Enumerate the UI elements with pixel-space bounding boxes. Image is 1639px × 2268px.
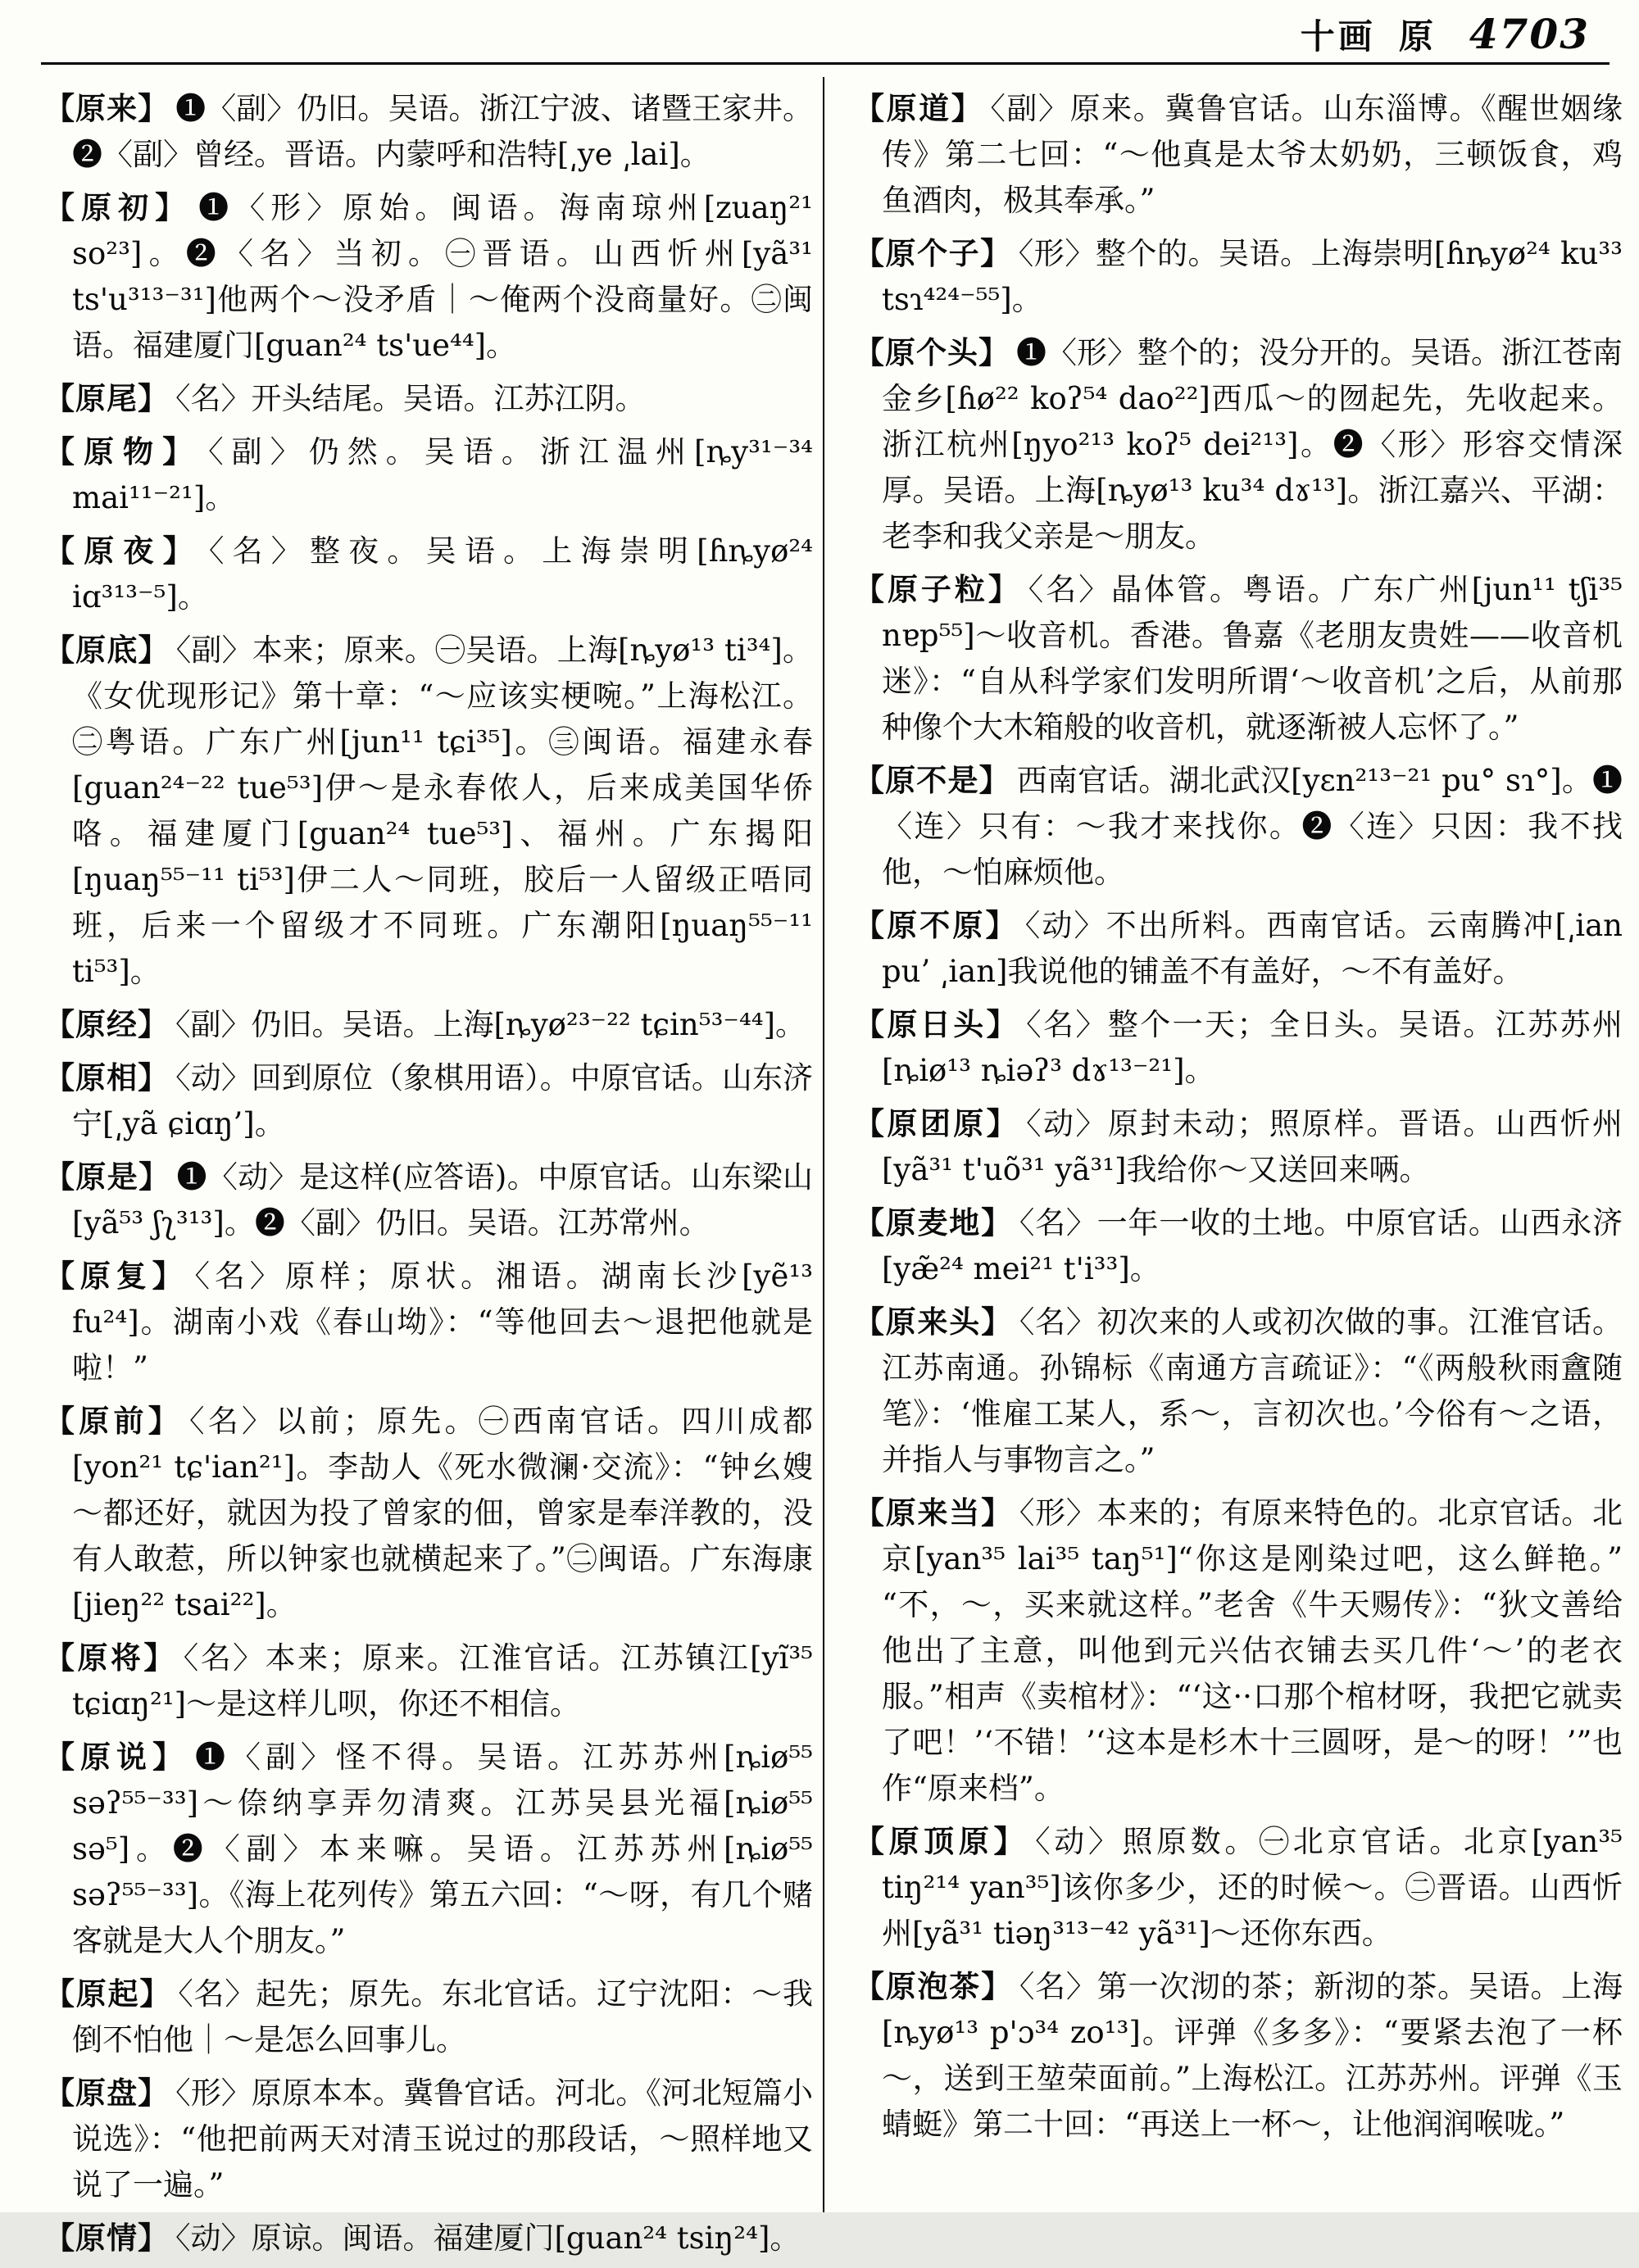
entry-body: 〈名〉开头结尾。吴语。江苏江阴。 — [175, 381, 646, 416]
entry-headword: 【原日头】 — [854, 1006, 1020, 1042]
entry-headword: 【原初】 — [44, 189, 193, 225]
dictionary-entry — [854, 757, 1623, 896]
dictionary-entry — [854, 85, 1623, 224]
entry-body: 〈动〉原封未动；照原样。晋语。山西忻州[yã³¹ t'uõ³¹ yã³¹]我给你～又送回来唡。 — [882, 1106, 1623, 1187]
entry-body: 〈名〉本来；原来。江淮官话。江苏镇江[yĩ³⁵ tɕiɑŋ²¹]～是这样儿呗，你还不相信。 — [72, 1640, 814, 1721]
dictionary-entry — [854, 1100, 1623, 1193]
dictionary-entry — [44, 1734, 813, 1964]
page-number: 4703 — [1469, 10, 1590, 58]
entry-body: 〈副〉仍旧。吴语。上海[ȵyø²³⁻²² tɕin⁵³⁻⁴⁴]。 — [175, 1007, 806, 1042]
entry-body: 〈名〉整夜。吴语。上海崇明[ɦȵyø²⁴ iɑ³¹³⁻⁵]。 — [72, 533, 814, 615]
dictionary-entry — [44, 528, 813, 620]
dictionary-entry — [44, 1253, 813, 1391]
entry-body: 〈副〉本来；原来。㊀吴语。上海[ȵyø¹³ ti³⁴]。《女优现形记》第十章：“～应该实梗啘。”上海松江。㊁粤语。广东广州[jun¹¹ tɕi³⁵]。㊂闽语。福建永春[guan²⁴⁻²² tue⁵³]伊～是永春侬人，后来成美国华侨咯。福建厦门[guan²⁴ tue⁵³]、福州。广东揭阳[ŋuaŋ⁵⁵⁻¹¹ ti⁵³]伊二人～同班，胶后一人留级正唔同班，后来一个留级才不同班。广东潮阳[ŋuaŋ⁵⁵⁻¹¹ ti⁵³]。 — [72, 633, 814, 989]
dictionary-entry — [44, 627, 813, 995]
entry-headword: 【原是】 — [44, 1159, 170, 1195]
entry-body: ❶〈动〉是这样(应答语)。中原官话。山东梁山[yã⁵³ ʃʅ³¹³]。❷〈副〉仍旧。吴语。江苏常州。 — [72, 1159, 814, 1241]
entry-headword: 【原个头】 — [854, 334, 1010, 370]
entry-body: 〈名〉原样；原状。湘语。湖南长沙[yẽ¹³ fu²⁴]。湖南小戏《春山坳》：“等他回去～退把他就是啦！” — [72, 1259, 814, 1386]
entry-headword: 【原子粒】 — [854, 571, 1022, 607]
dictionary-entry — [44, 85, 813, 178]
entry-body: 〈动〉不出所料。西南官话。云南腾冲[͵ian pu’ ͵ian]我说他的铺盖不有盖好，～不有盖好。 — [882, 908, 1623, 989]
entry-headword: 【原道】 — [854, 90, 984, 126]
header-stroke-section: 十画 — [1300, 16, 1376, 57]
entry-headword: 【原麦地】 — [854, 1204, 1013, 1241]
entry-headword: 【原经】 — [44, 1006, 169, 1042]
dictionary-entry — [854, 1200, 1623, 1292]
dictionary-entry — [44, 1055, 813, 1147]
entry-body: 〈副〉原来。冀鲁官话。山东淄博。《醒世姻缘传》第二七回：“～他真是太爷太奶奶，三顿饭食，鸡鱼酒肉，极其奉承。” — [882, 91, 1623, 218]
dictionary-entry — [854, 230, 1623, 323]
entry-headword: 【原复】 — [44, 1258, 188, 1294]
entry-headword: 【原相】 — [44, 1059, 170, 1095]
entry-body: 〈名〉一年一收的土地。中原官话。山西永济[yæ̃²⁴ mei²¹ t'i³³]。 — [882, 1205, 1623, 1286]
dictionary-entry — [44, 1001, 813, 1048]
dictionary-entry — [44, 1398, 813, 1628]
entry-headword: 【原顶原】 — [854, 1823, 1029, 1859]
dictionary-entry — [44, 2070, 813, 2208]
entry-headword: 【原盘】 — [44, 2075, 170, 2111]
entry-headword: 【原个子】 — [854, 235, 1012, 271]
dictionary-entry — [854, 1299, 1623, 1483]
entry-headword: 【原不是】 — [854, 762, 1010, 798]
entry-body: 〈形〉原原本本。冀鲁官话。河北。《河北短篇小说选》：“他把前两天对清玉说过的那段话，～照样地又说了一遍。” — [72, 2075, 814, 2202]
entry-body: 〈名〉初次来的人或初次做的事。江淮官话。江苏南通。孙锦标《南通方言疏证》：“《两般秋雨盦随笔》：‘惟雇工某人，系～，言初次也。’今俗有～之语，并指人与事物言之。” — [882, 1304, 1623, 1477]
entry-body: 〈名〉整个一天；全日头。吴语。江苏苏州[ȵiø¹³ ȵiəʔ³ dɤ¹³⁻²¹]。 — [882, 1007, 1623, 1088]
right-column — [854, 85, 1623, 2154]
dictionary-entry — [44, 1154, 813, 1246]
entry-body: 〈副〉仍然。吴语。浙江温州[ȵy³¹⁻³⁴ mai¹¹⁻²¹]。 — [72, 434, 813, 515]
dictionary-entry — [854, 902, 1623, 995]
dictionary-entry — [44, 2215, 813, 2261]
dictionary-entry — [854, 1818, 1623, 1957]
entry-headword: 【原情】 — [44, 2220, 169, 2256]
dictionary-entry — [44, 184, 813, 369]
page-header — [1301, 10, 1590, 59]
entry-body: 〈名〉起先；原先。东北官话。辽宁沈阳：～我倒不怕他｜～是怎么回事儿。 — [72, 1976, 813, 2057]
entry-headword: 【原来当】 — [854, 1495, 1013, 1531]
dictionary-entry — [854, 1490, 1623, 1812]
entry-headword: 【原来】 — [44, 90, 170, 126]
entry-body: 〈动〉照原数。㊀北京官话。北京[yan³⁵ tiŋ²¹⁴ yan³⁵]该你多少，还的时候～。㊁晋语。山西忻州[yã³¹ tiəŋ³¹³⁻⁴² yã³¹]～还你东西。 — [882, 1824, 1623, 1951]
dictionary-entry — [854, 1001, 1623, 1094]
entry-headword: 【原将】 — [44, 1640, 177, 1676]
entry-body: 〈动〉原谅。闽语。福建厦门[guan²⁴ tsiŋ²⁴]。 — [175, 2220, 801, 2256]
entry-body: ❶〈副〉仍旧。吴语。浙江宁波、诸暨王家井。❷〈副〉曾经。晋语。内蒙呼和浩特[͵ye ͵lai]。 — [72, 91, 814, 172]
dictionary-entry — [44, 375, 813, 422]
dictionary-entry — [44, 1635, 813, 1727]
entry-headword: 【原说】 — [44, 1739, 189, 1775]
dictionary-entry — [854, 566, 1623, 751]
entry-body: ❶〈形〉原始。闽语。海南琼州[zuaŋ²¹ so²³]。❷〈名〉当初。㊀晋语。山西忻州[yã³¹ ts'u³¹³⁻³¹]他两个～没矛盾｜～俺两个没商量好。㊁闽语。福建厦门[guan²⁴ ts'ue⁴⁴]。 — [72, 190, 814, 363]
entry-body: 〈形〉本来的；有原来特色的。北京官话。北京[yan³⁵ lai³⁵ taŋ⁵¹]“你这是刚染过吧，这么鲜艳。”“不，～，买来就这样。”老舍《牛天赐传》：“狄文善给他出了主意，叫他到元兴估衣铺去买几件‘～’的老衣服。”相声《卖棺材》：“‘这··口那个棺材呀，我把它就卖了吧！’‘不错！’‘这本是杉木十三圆呀，是～的呀！’”也作“原来档”。 — [882, 1495, 1623, 1806]
header-radical: 原 — [1398, 16, 1437, 57]
dictionary-entry — [854, 329, 1623, 560]
entry-headword: 【原前】 — [44, 1403, 183, 1439]
header-section-radical — [1301, 10, 1437, 59]
entry-body: ❶〈副〉怪不得。吴语。江苏苏州[ȵiø⁵⁵ səʔ⁵⁵⁻³³]～倷纳享弄勿清爽。江苏吴县光福[ȵiø⁵⁵ sə⁵]。❷〈副〉本来嘛。吴语。江苏苏州[ȵiø⁵⁵ səʔ⁵⁵⁻³³]。《海上花列传》第五六回：“～呀，有几个赌客就是大人个朋友。” — [72, 1740, 814, 1958]
entry-headword: 【原底】 — [44, 632, 170, 668]
dictionary-entry — [854, 1963, 1623, 2148]
entry-body: 〈名〉以前；原先。㊀西南官话。四川成都[yon²¹ tɕ'ian²¹]。李劼人《死水微澜·交流》：“钟幺嫂～都还好，就因为投了曾家的佃，曾家是奉洋教的，没有人敢惹，所以钟家也就横起来了。”㊁闽语。广东海康[jieŋ²² tsai²²]。 — [72, 1404, 813, 1622]
entry-headword: 【原来头】 — [854, 1304, 1013, 1340]
entry-headword: 【原尾】 — [44, 380, 169, 416]
column-divider — [823, 77, 824, 2212]
entry-body: 〈动〉回到原位（象棋用语）。中原官话。山东济宁[͵yã ɕiɑŋ’]。 — [72, 1060, 814, 1141]
entry-headword: 【原夜】 — [44, 533, 202, 569]
left-column — [44, 85, 813, 2268]
entry-body: 〈名〉第一次沏的茶；新沏的茶。吴语。上海[ȵyø¹³ p'ɔ³⁴ zo¹³]。评弹《多多》：“要紧去泡了一杯～，送到王堃荣面前。”上海松江。江苏苏州。评弹《玉蜻蜓》第二十回：“再送上一杯～，让他润润喉咙。” — [882, 1969, 1623, 2142]
entry-body: 西南官话。湖北武汉[yɛn²¹³⁻²¹ pu° sɿ°]。❶〈连〉只有：～我才来找你。❷〈连〉只因：我不找他，～怕麻烦他。 — [882, 763, 1623, 890]
entry-headword: 【原起】 — [44, 1975, 172, 2012]
entry-body: 〈形〉整个的。吴语。上海崇明[ɦȵyø²⁴ ku³³ tsɿ⁴²⁴⁻⁵⁵]。 — [882, 236, 1623, 317]
entry-body: ❶〈形〉整个的；没分开的。吴语。浙江苍南金乡[ɦø²² koʔ⁵⁴ dao²²]西瓜～的囫起先，先收起来。浙江杭州[ŋyo²¹³ koʔ⁵ dei²¹³]。❷〈形〉形容交情深厚。吴语。上海[ȵyø¹³ ku³⁴ dɤ¹³]。浙江嘉兴、平湖：老李和我父亲是～朋友。 — [882, 335, 1623, 554]
entry-headword: 【原不原】 — [854, 907, 1019, 943]
entry-body: 〈名〉晶体管。粤语。广东广州[jun¹¹ tʃi³⁵ nɐp⁵⁵]～收音机。香港。鲁嘉《老朋友贵姓——收音机迷》：“自从科学家们发明所谓‘～收音机’之后，从前那种像个大木箱般的收音机，就逐渐被人忘怀了。” — [882, 572, 1623, 745]
entry-headword: 【原物】 — [44, 433, 202, 469]
entry-headword: 【原泡茶】 — [854, 1968, 1013, 2004]
dictionary-entry — [44, 1971, 813, 2063]
entry-headword: 【原团原】 — [854, 1105, 1020, 1141]
dictionary-entry — [44, 429, 813, 521]
header-rule — [41, 62, 1609, 65]
